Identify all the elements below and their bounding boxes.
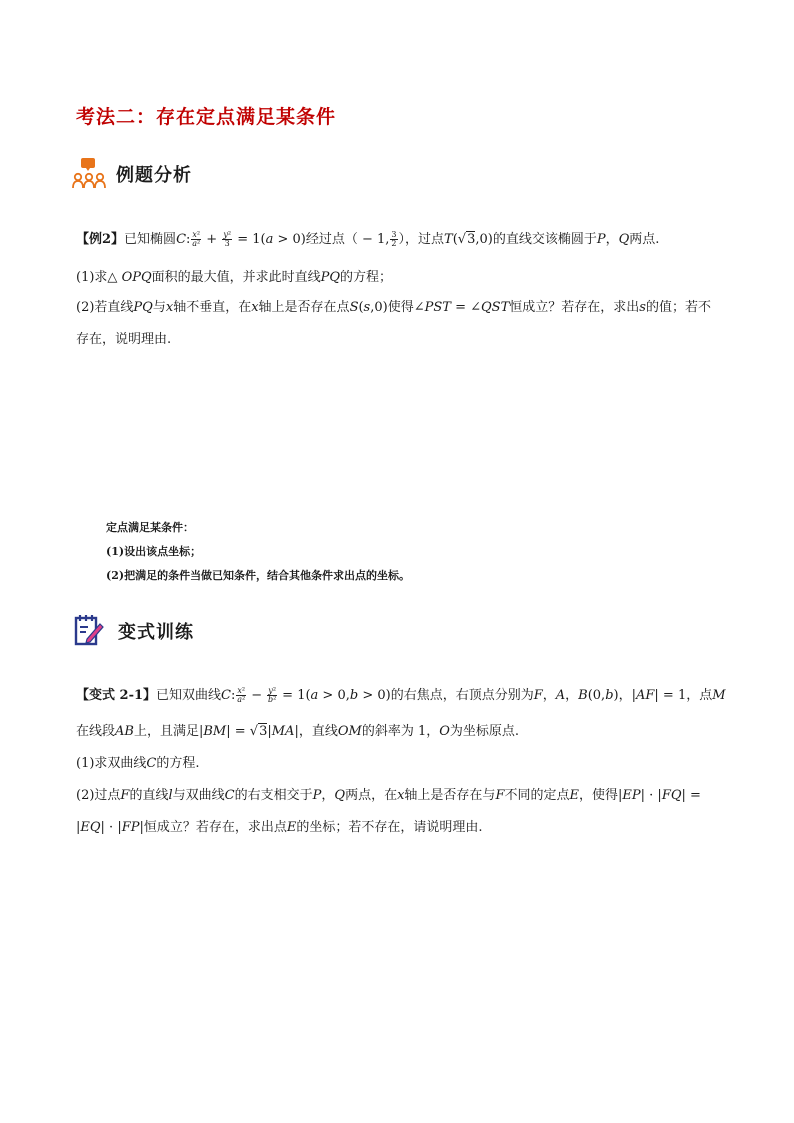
note-title: 定点满足某条件： <box>106 521 194 534</box>
practice-question-1: (1)求双曲线C的方程. <box>76 756 200 771</box>
note-item-2: (2)把满足的条件当做已知条件，结合其他条件求出点的坐标。 <box>106 569 411 582</box>
example-question-1: (1)求△ OPQ面积的最大值，并求此时直线PQ的方程； <box>76 270 393 285</box>
practice-line-1: 【变式 2-1】已知双曲线C: $\frac{\text{x²}}{\text{a²}}$ − $\frac{\text{y²}}{\text{b²}}$ = 1(a > 0,b > 0)的右焦点，右顶点分别为F，A，B(0,b)，|AF| = 1，点M <box>76 686 726 704</box>
example-heading <box>72 158 192 190</box>
practice-heading <box>74 614 194 648</box>
practice-question-2-cont: |EQ| · |FP|恒成立？若存在，求出点E的坐标；若不存在，请说明理由. <box>76 820 483 835</box>
practice-question-2: (2)过点F的直线l与双曲线C的右支相交于P，Q两点，在x轴上是否存在与F不同的定点E，使得|EP| · |FQ| = <box>76 788 701 803</box>
practice-heading-text: 变式训练 <box>118 622 194 643</box>
example-heading-text: 例题分析 <box>116 165 192 186</box>
note-item-1: (1)设出该点坐标； <box>106 545 202 558</box>
example-question-2: (2)若直线PQ与x轴不垂直，在x轴上是否存在点S(s,0)使得∠PST = ∠QST恒成立？若存在，求出s的值；若不 <box>76 300 711 315</box>
section-title: 考法二：存在定点满足某条件 <box>76 106 337 128</box>
method-note <box>106 516 410 588</box>
notepad-pen-icon <box>74 614 104 648</box>
example-question-2-cont: 存在，说明理由. <box>76 332 172 347</box>
practice-line-2: 在线段AB上，且满足|BM| = √3|MA|，直线OM的斜率为 1，O为坐标原点. <box>76 724 520 739</box>
people-teaching-icon <box>72 158 106 190</box>
example-line-1: 【例2】已知椭圆C: $\frac{\text{x²}}{\text{a²}}$ + $\frac{\text{y²}}{3}$ = 1(a > 0)经过点（ − 1, $\frac{3}{2}$ ），过点T(√3,0)的直线交该椭圆于P，Q两点. <box>76 230 660 248</box>
